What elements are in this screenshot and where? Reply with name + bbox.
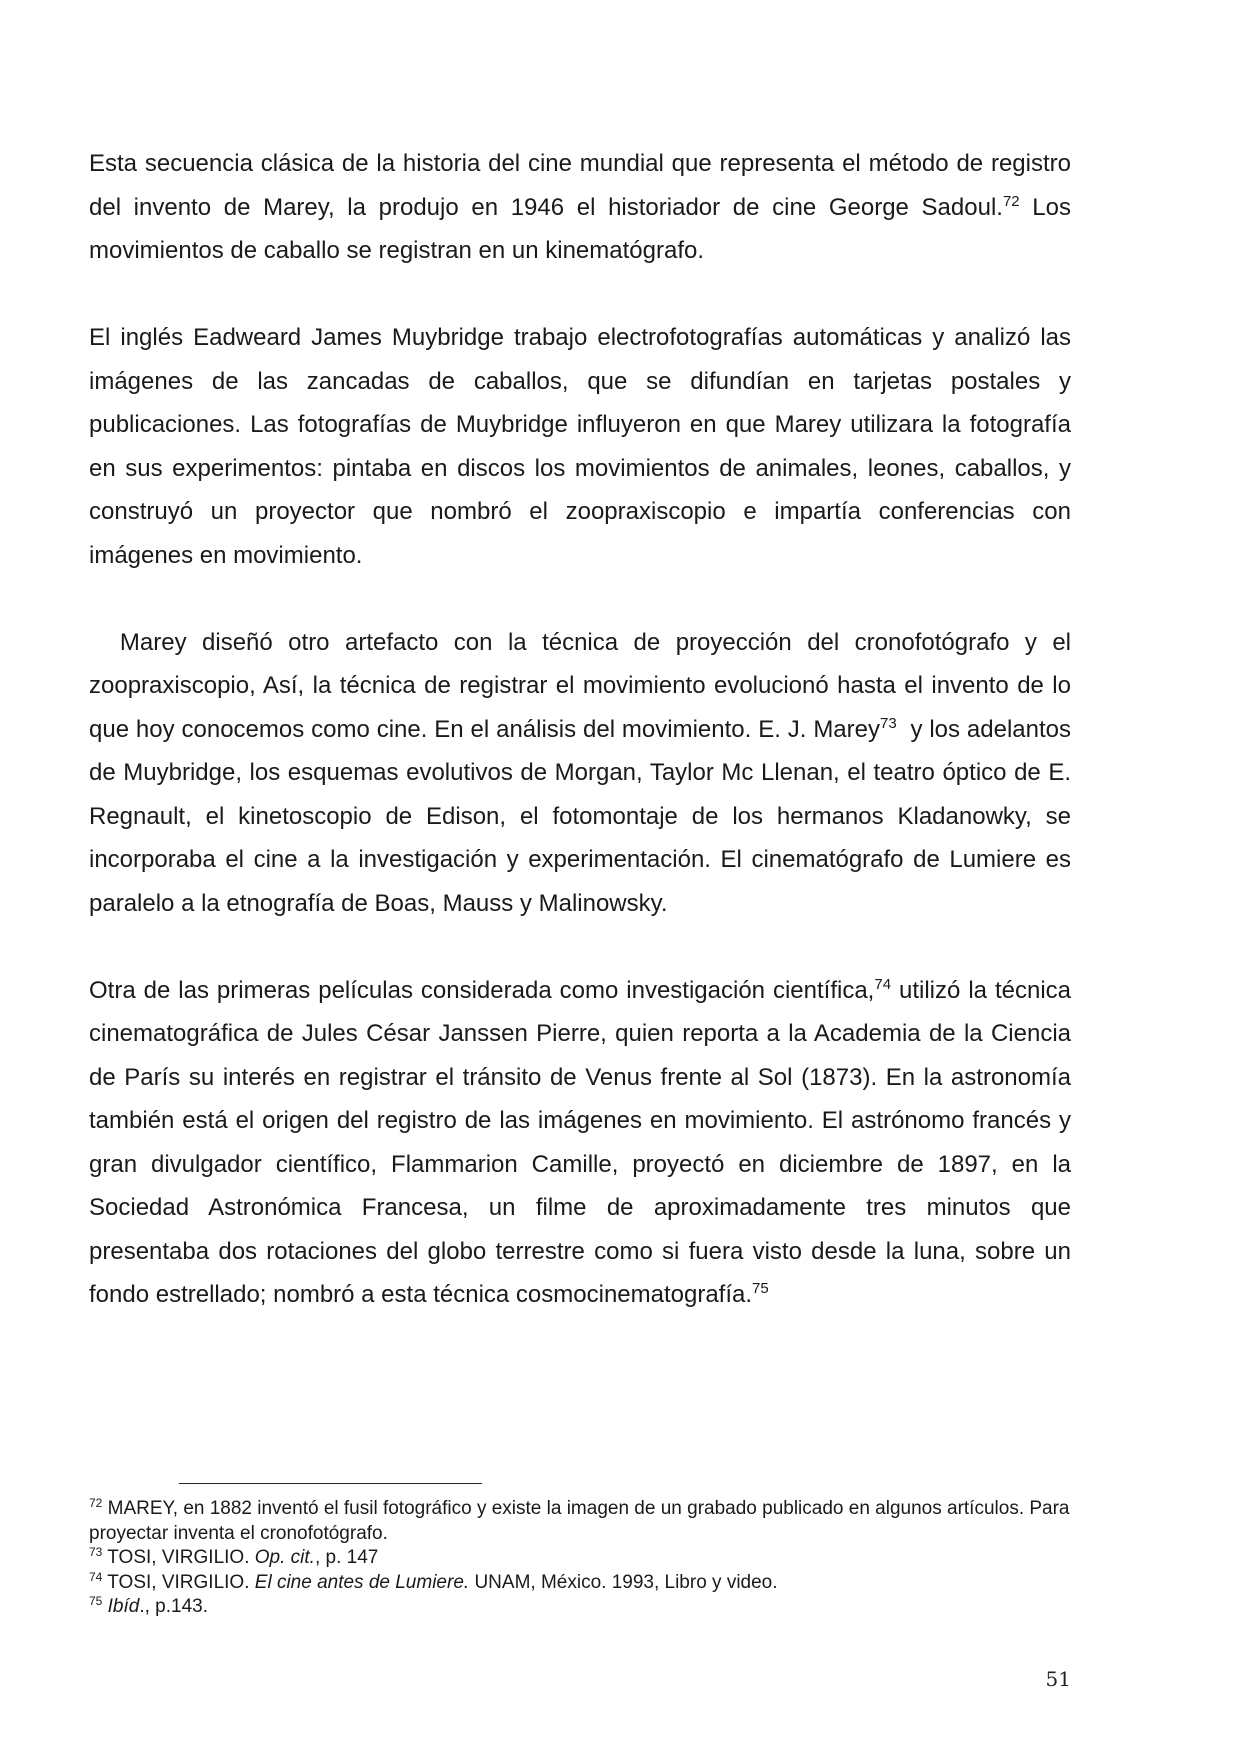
page-number: 51 <box>1045 1667 1071 1691</box>
footnote-72: $^{72}$ MAREY, en 1882 inventó el fusil fotográfico y existe la imagen de un grabado publicado en algunos artículos. Para proyectar inventa el cronofotógrafo. <box>89 1496 1070 1544</box>
footnote-number: 75 <box>89 1594 103 1608</box>
paragraph-muybridge: El inglés Eadweard James Muybridge trabajo electrofotografías automáticas y analizó las imágenes de las zancadas de caballos, que se difundían en tarjetas postales y publicaciones. Las fotografías de Muybridge influyeron en que Marey utilizara la fotografía en sus experimentos: pintaba en discos los movimientos de animales, leones, caballos, y construyó un proyector que nombró el zoopraxiscopio e impartía conferencias con imágenes en movimiento. <box>89 324 1071 569</box>
footnote-ref-73[interactable]: 73 <box>880 714 897 732</box>
footnote-separator <box>179 1483 482 1484</box>
footnote-ref-72[interactable]: 72 <box>1002 192 1020 210</box>
footnote-75: $^{75}$ Ibíd., p.143. <box>89 1594 209 1617</box>
footnote-number: 72 <box>89 1496 103 1510</box>
footnote-ref-74[interactable]: 74 <box>874 975 892 993</box>
footnote-number: 74 <box>89 1569 103 1584</box>
paragraph-sadoul: Esta secuencia clásica de la historia del cine mundial que representa el método de registro del invento de Marey, la produjo en 1946 el historiador de cine George Sadoul.$^{72}$ Los movimientos de caballo se registran en un kinematógrafo. <box>89 150 1071 264</box>
footnote-73: $^{73}$ TOSI, VIRGILIO. Op. cit., p. 147 <box>89 1545 379 1568</box>
paragraph-janssen-flammarion: Otra de las primeras películas considerada como investigación científica,$^{74}$ utilizó la técnica cinematográfica de Jules César Janssen Pierre, quien reporta a la Academia de la Ciencia de París su interés en registrar el tránsito de Venus frente al Sol (1873). En la astronomía también está el origen del registro de las imágenes en movimiento. El astrónomo francés y gran divulgador científico, Flammarion Camille, proyectó en diciembre de 1897, en la Sociedad Astronómica Francesa, un filme de aproximadamente tres minutos que presentaba dos rotaciones del globo terrestre como si fuera visto desde la luna, sobre un fondo estrellado; nombró a esta técnica cosmocinematografía.$^{75}$ <box>89 975 1071 1308</box>
footnote-74: $^{74}$ TOSI, VIRGILIO. El cine antes de Lumiere. UNAM, México. 1993, Libro y video. <box>89 1569 778 1593</box>
paragraph-marey: Marey diseñó otro artefacto con la técnica de proyección del cronofotógrafo y el zoopraxiscopio, Así, la técnica de registrar el movimiento evolucionó hasta el invento de lo que hoy conocemos como cine. En el análisis del movimiento. E. J. Marey$^{73}$ y los adelantos de Muybridge, los esquemas evolutivos de Morgan, Taylor Mc Llenan, el teatro óptico de E. Regnault, el kinetoscopio de Edison, el fotomontaje de los hermanos Kladanowky, se incorporaba el cine a la investigación y experimentación. El cinematógrafo de Lumiere es paralelo a la etnografía de Boas, Mauss y Malinowsky. <box>89 628 1078 917</box>
body-text <box>89 142 1078 1317</box>
footnote-ref-75[interactable]: 75 <box>752 1280 769 1297</box>
footnote-number: 73 <box>89 1545 103 1559</box>
footnotes <box>89 1497 1071 1620</box>
